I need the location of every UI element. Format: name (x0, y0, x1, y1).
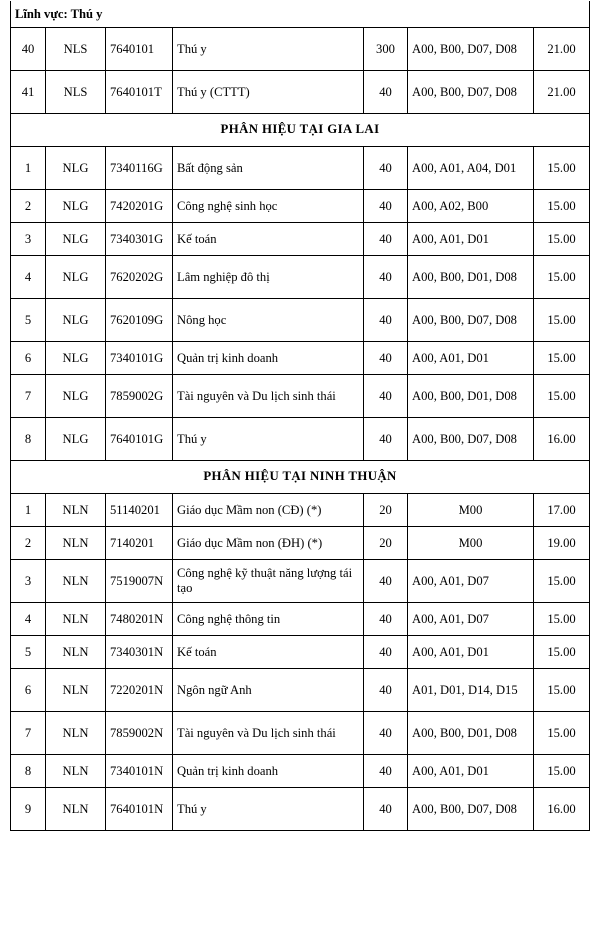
school-code: NLG (46, 147, 106, 190)
major-code: 7480201N (106, 603, 173, 636)
major-code: 7519007N (106, 560, 173, 603)
major-code: 7640101T (106, 71, 173, 114)
major-name: Công nghệ sinh học (173, 190, 364, 223)
major-name: Kế toán (173, 636, 364, 669)
row-index: 5 (11, 299, 46, 342)
major-code: 7340301G (106, 223, 173, 256)
school-code: NLN (46, 560, 106, 603)
major-name: Nông học (173, 299, 364, 342)
school-code: NLS (46, 71, 106, 114)
major-name: Lâm nghiệp đô thị (173, 256, 364, 299)
table-row (11, 190, 590, 223)
table-row (11, 712, 590, 755)
subject-combinations: A00, B00, D07, D08 (408, 299, 534, 342)
quota-value: 20 (364, 527, 408, 560)
major-code: 7620109G (106, 299, 173, 342)
major-code: 7640101N (106, 788, 173, 831)
subject-combinations: A00, B00, D01, D08 (408, 375, 534, 418)
campus-banner-label: PHÂN HIỆU TẠI NINH THUẬN (11, 461, 590, 494)
benchmark-score: 15.00 (534, 256, 590, 299)
field-header-row (11, 1, 590, 28)
row-index: 6 (11, 669, 46, 712)
school-code: NLN (46, 712, 106, 755)
subject-combinations: A00, B00, D07, D08 (408, 788, 534, 831)
subject-combinations: A00, A01, A04, D01 (408, 147, 534, 190)
major-name: Giáo dục Mầm non (CĐ) (*) (173, 494, 364, 527)
table-row (11, 560, 590, 603)
subject-combinations: M00 (408, 527, 534, 560)
major-name: Giáo dục Mầm non (ĐH) (*) (173, 527, 364, 560)
school-code: NLG (46, 418, 106, 461)
table-row (11, 527, 590, 560)
benchmark-score: 15.00 (534, 147, 590, 190)
school-code: NLN (46, 636, 106, 669)
quota-value: 40 (364, 636, 408, 669)
subject-combinations: A00, B00, D01, D08 (408, 256, 534, 299)
row-index: 4 (11, 256, 46, 299)
benchmark-score: 15.00 (534, 375, 590, 418)
benchmark-score: 15.00 (534, 636, 590, 669)
benchmark-score: 15.00 (534, 560, 590, 603)
row-index: 1 (11, 147, 46, 190)
major-name: Thú y (173, 788, 364, 831)
subject-combinations: A00, A01, D01 (408, 223, 534, 256)
field-header-label: Lĩnh vực: Thú y (11, 1, 590, 28)
admissions-table (10, 1, 590, 831)
benchmark-score: 15.00 (534, 755, 590, 788)
major-name: Ngôn ngữ Anh (173, 669, 364, 712)
quota-value: 40 (364, 190, 408, 223)
major-name: Bất động sản (173, 147, 364, 190)
school-code: NLG (46, 223, 106, 256)
row-index: 9 (11, 788, 46, 831)
major-name: Công nghệ thông tin (173, 603, 364, 636)
major-code: 7640101G (106, 418, 173, 461)
table-row (11, 28, 590, 71)
table-row (11, 147, 590, 190)
quota-value: 40 (364, 788, 408, 831)
table-row (11, 256, 590, 299)
row-index: 2 (11, 527, 46, 560)
row-index: 40 (11, 28, 46, 71)
benchmark-score: 15.00 (534, 342, 590, 375)
subject-combinations: A00, A01, D01 (408, 342, 534, 375)
school-code: NLG (46, 299, 106, 342)
table-row (11, 299, 590, 342)
subject-combinations: A00, B00, D01, D08 (408, 712, 534, 755)
major-code: 7340301N (106, 636, 173, 669)
benchmark-score: 16.00 (534, 418, 590, 461)
row-index: 41 (11, 71, 46, 114)
school-code: NLG (46, 256, 106, 299)
major-name: Quản trị kinh doanh (173, 342, 364, 375)
table-row (11, 636, 590, 669)
table-row (11, 342, 590, 375)
quota-value: 40 (364, 147, 408, 190)
row-index: 3 (11, 560, 46, 603)
subject-combinations: A00, A01, D07 (408, 560, 534, 603)
table-row (11, 788, 590, 831)
major-code: 7340101G (106, 342, 173, 375)
major-name: Tài nguyên và Du lịch sinh thái (173, 712, 364, 755)
major-code: 7859002N (106, 712, 173, 755)
table-row (11, 755, 590, 788)
quota-value: 40 (364, 342, 408, 375)
major-name: Quản trị kinh doanh (173, 755, 364, 788)
major-code: 7340101N (106, 755, 173, 788)
quota-value: 40 (364, 256, 408, 299)
school-code: NLS (46, 28, 106, 71)
major-code: 7340116G (106, 147, 173, 190)
benchmark-score: 21.00 (534, 28, 590, 71)
major-name: Thú y (CTTT) (173, 71, 364, 114)
quota-value: 40 (364, 223, 408, 256)
quota-value: 20 (364, 494, 408, 527)
subject-combinations: A00, B00, D07, D08 (408, 418, 534, 461)
major-name: Công nghệ kỹ thuật năng lượng tái tạo (173, 560, 364, 603)
admissions-table-body (11, 1, 590, 831)
benchmark-score: 21.00 (534, 71, 590, 114)
row-index: 8 (11, 418, 46, 461)
row-index: 7 (11, 712, 46, 755)
subject-combinations: A01, D01, D14, D15 (408, 669, 534, 712)
table-row (11, 603, 590, 636)
campus-banner-label: PHÂN HIỆU TẠI GIA LAI (11, 114, 590, 147)
benchmark-score: 15.00 (534, 712, 590, 755)
row-index: 7 (11, 375, 46, 418)
quota-value: 40 (364, 71, 408, 114)
table-row (11, 418, 590, 461)
quota-value: 40 (364, 712, 408, 755)
row-index: 5 (11, 636, 46, 669)
school-code: NLG (46, 375, 106, 418)
major-name: Kế toán (173, 223, 364, 256)
row-index: 6 (11, 342, 46, 375)
row-index: 4 (11, 603, 46, 636)
school-code: NLG (46, 342, 106, 375)
table-row (11, 223, 590, 256)
major-name: Thú y (173, 28, 364, 71)
table-row (11, 494, 590, 527)
benchmark-score: 15.00 (534, 669, 590, 712)
quota-value: 40 (364, 669, 408, 712)
quota-value: 40 (364, 755, 408, 788)
benchmark-score: 15.00 (534, 603, 590, 636)
quota-value: 300 (364, 28, 408, 71)
row-index: 2 (11, 190, 46, 223)
subject-combinations: M00 (408, 494, 534, 527)
quota-value: 40 (364, 603, 408, 636)
school-code: NLN (46, 788, 106, 831)
school-code: NLN (46, 669, 106, 712)
row-index: 3 (11, 223, 46, 256)
major-code: 7140201 (106, 527, 173, 560)
major-code: 7859002G (106, 375, 173, 418)
row-index: 1 (11, 494, 46, 527)
quota-value: 40 (364, 375, 408, 418)
subject-combinations: A00, B00, D07, D08 (408, 71, 534, 114)
benchmark-score: 15.00 (534, 190, 590, 223)
school-code: NLN (46, 527, 106, 560)
benchmark-score: 19.00 (534, 527, 590, 560)
campus-banner-row (11, 114, 590, 147)
subject-combinations: A00, A02, B00 (408, 190, 534, 223)
benchmark-score: 15.00 (534, 223, 590, 256)
quota-value: 40 (364, 560, 408, 603)
subject-combinations: A00, B00, D07, D08 (408, 28, 534, 71)
school-code: NLG (46, 190, 106, 223)
benchmark-score: 17.00 (534, 494, 590, 527)
major-code: 7220201N (106, 669, 173, 712)
school-code: NLN (46, 494, 106, 527)
major-code: 7620202G (106, 256, 173, 299)
major-name: Tài nguyên và Du lịch sinh thái (173, 375, 364, 418)
table-row (11, 669, 590, 712)
row-index: 8 (11, 755, 46, 788)
school-code: NLN (46, 755, 106, 788)
subject-combinations: A00, A01, D01 (408, 755, 534, 788)
quota-value: 40 (364, 418, 408, 461)
major-code: 51140201 (106, 494, 173, 527)
major-code: 7640101 (106, 28, 173, 71)
table-row (11, 375, 590, 418)
benchmark-score: 16.00 (534, 788, 590, 831)
subject-combinations: A00, A01, D01 (408, 636, 534, 669)
quota-value: 40 (364, 299, 408, 342)
campus-banner-row (11, 461, 590, 494)
major-name: Thú y (173, 418, 364, 461)
school-code: NLN (46, 603, 106, 636)
table-row (11, 71, 590, 114)
major-code: 7420201G (106, 190, 173, 223)
benchmark-score: 15.00 (534, 299, 590, 342)
subject-combinations: A00, A01, D07 (408, 603, 534, 636)
